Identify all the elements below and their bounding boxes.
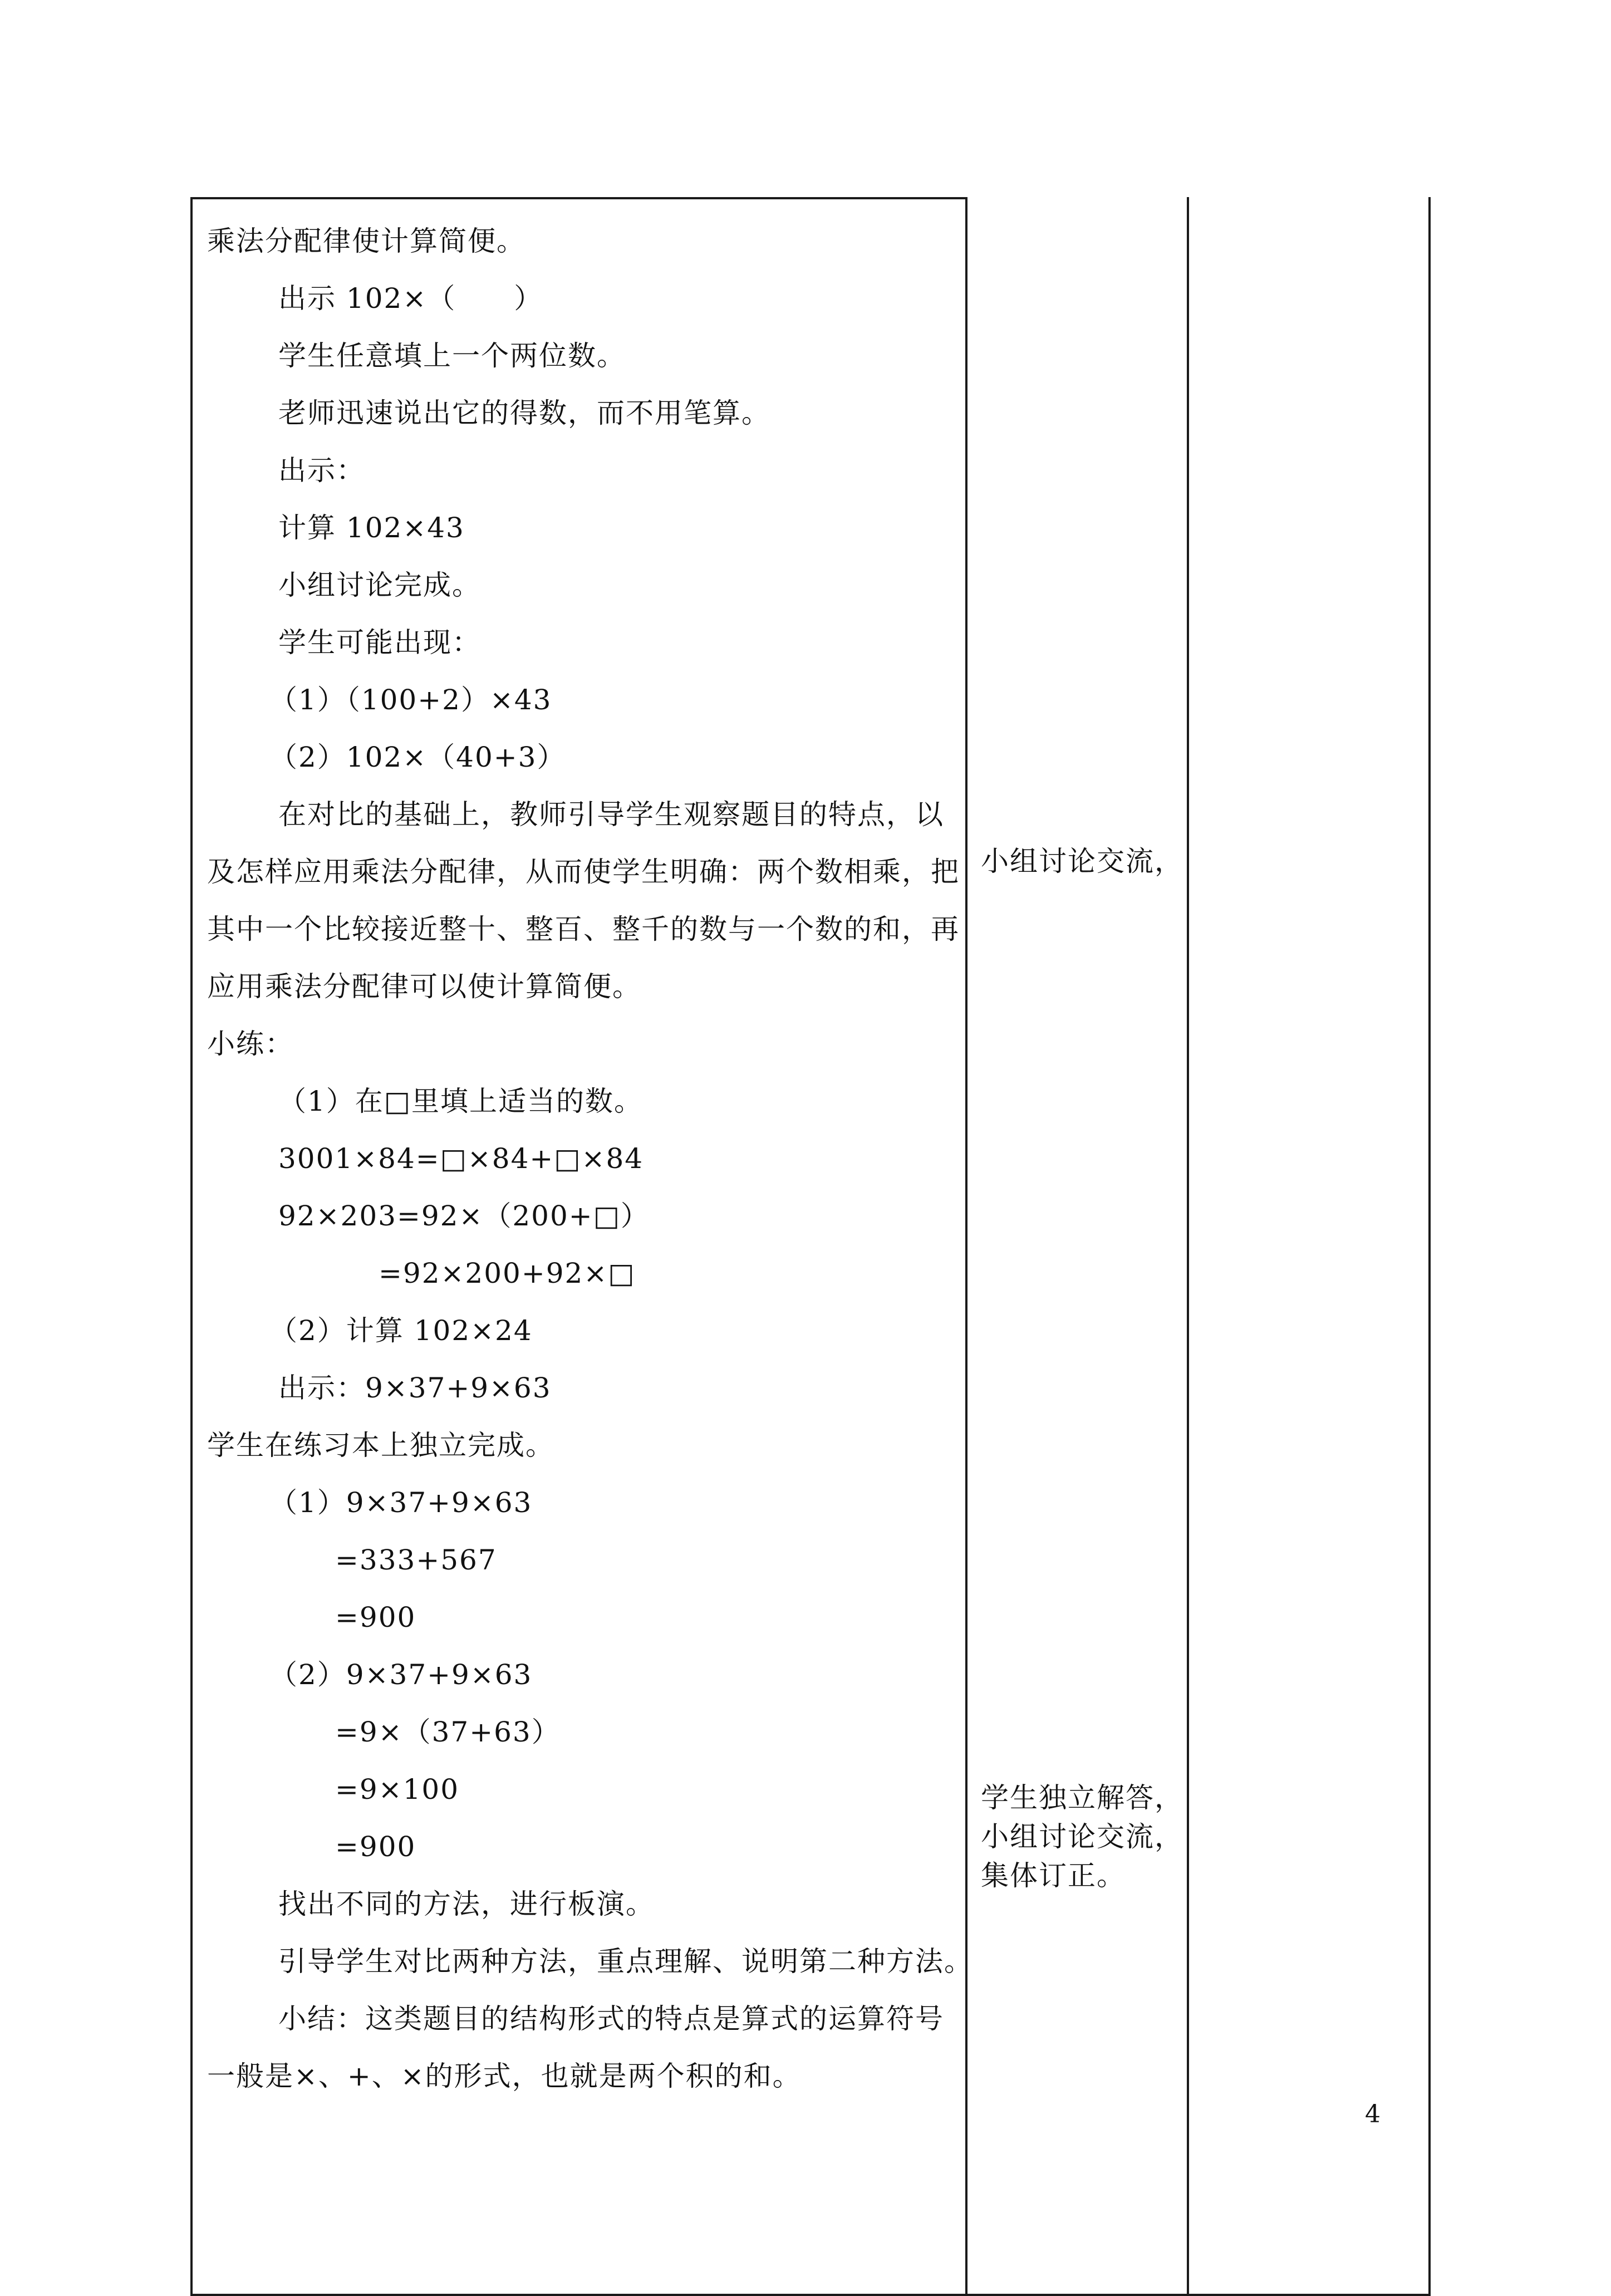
note-line: 集体订正。: [981, 1860, 1126, 1892]
text-line: 学生任意填上一个两位数。: [278, 340, 626, 372]
text-line: =92×200+92×□: [379, 1257, 636, 1289]
text-line: =9×（37+63）: [335, 1716, 561, 1748]
note-line: 学生独立解答，: [981, 1782, 1183, 1814]
text-line: 小结：这类题目的结构形式的特点是算式的运算符号: [278, 2003, 944, 2035]
text-line: （1）在□里填上适当的数。: [278, 1085, 644, 1117]
table-col-divider-2: [1187, 197, 1189, 2296]
text-line: =900: [335, 1601, 416, 1633]
text-line: 3001×84=□×84+□×84: [278, 1142, 644, 1175]
teaching-process-column: [207, 213, 973, 2105]
text-line: 引导学生对比两种方法，重点理解、说明第二种方法。: [278, 1945, 973, 1978]
text-line: 应用乘法分配律可以使计算简便。: [207, 970, 641, 1003]
text-line: （2）9×37+9×63: [269, 1659, 533, 1691]
text-line: 出示 102×（ ）: [278, 282, 543, 315]
text-line: 及怎样应用乘法分配律，从而使学生明确：两个数相乘，把: [207, 856, 960, 888]
text-line: =900: [335, 1831, 416, 1863]
student-activity-note-1: 小组讨论交流，: [981, 845, 1183, 877]
note-line: 小组讨论交流，: [981, 1821, 1183, 1853]
text-line: 出示：: [278, 454, 365, 487]
text-line: 学生可能出现：: [278, 626, 481, 659]
text-line: （2）计算 102×24: [269, 1314, 533, 1347]
text-line: 出示：9×37+9×63: [278, 1372, 552, 1404]
text-line: =333+567: [335, 1544, 497, 1576]
table-top-border: [190, 197, 967, 199]
student-activity-note-2: [981, 1778, 1188, 1895]
table-bottom-border: [190, 2294, 1431, 2296]
text-line: 小练：: [207, 1028, 294, 1060]
text-line: 老师迅速说出它的得数，而不用笔算。: [278, 397, 770, 429]
text-line: 乘法分配律使计算简便。: [207, 225, 525, 257]
text-line: 在对比的基础上，教师引导学生观察题目的特点，以: [278, 798, 944, 831]
text-line: （1）（100+2）×43: [269, 684, 552, 716]
text-line: 找出不同的方法，进行板演。: [278, 1888, 655, 1920]
text-line: 其中一个比较接近整十、整百、整千的数与一个数的和，再: [207, 913, 960, 945]
table-left-border: [190, 197, 193, 2296]
text-line: 学生在练习本上独立完成。: [207, 1429, 554, 1461]
page-number: 4: [1365, 2100, 1381, 2128]
text-line: （2）102×（40+3）: [269, 741, 566, 773]
text-line: 小组讨论完成。: [278, 569, 481, 601]
text-line: =9×100: [335, 1773, 460, 1806]
text-line: 92×203=92×（200+□）: [278, 1200, 650, 1232]
text-line: 一般是×、+、×的形式，也就是两个积的和。: [207, 2060, 802, 2092]
text-line: （1）9×37+9×63: [269, 1486, 533, 1519]
table-right-border: [1428, 197, 1431, 2296]
text-line: 计算 102×43: [278, 512, 465, 544]
